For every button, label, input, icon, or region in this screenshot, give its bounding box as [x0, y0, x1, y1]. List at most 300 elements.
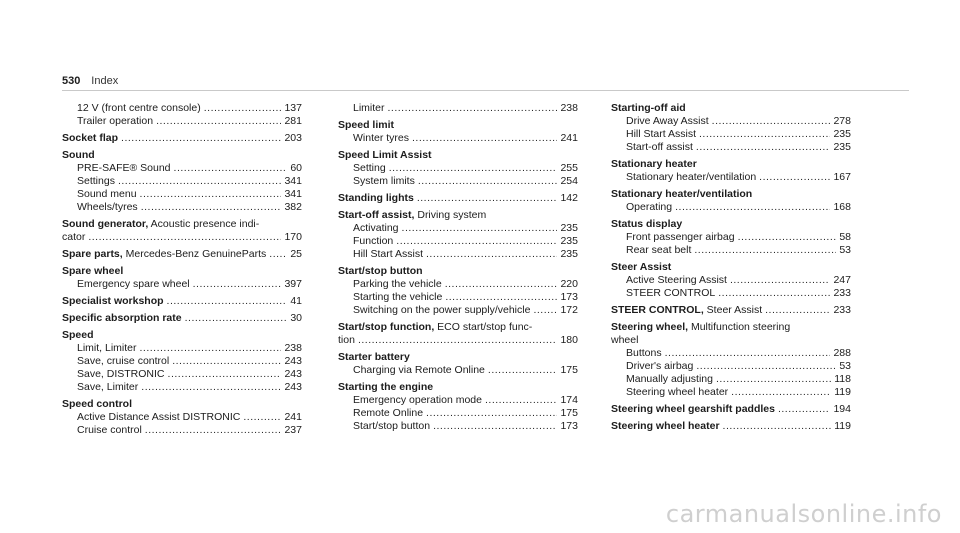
index-line [338, 209, 578, 222]
index-text: System limits [353, 175, 415, 187]
page-reference[interactable]: 173 [560, 291, 578, 303]
index-line [338, 381, 578, 394]
entry-text [611, 321, 790, 333]
index-text: cator [62, 231, 86, 243]
index-subentry [62, 162, 302, 175]
page-reference[interactable]: 167 [833, 171, 851, 183]
index-line [611, 321, 851, 334]
page-reference[interactable]: 58 [839, 231, 851, 243]
index-subentry [611, 373, 851, 386]
page-reference[interactable]: 173 [560, 420, 578, 432]
entry-text [611, 158, 697, 170]
index-subentry [611, 128, 851, 141]
index-text: Remote Online [353, 407, 424, 419]
entry-text [353, 132, 409, 145]
index-term: Speed Limit Assist [338, 149, 432, 161]
index-text: Driver's airbag [626, 360, 694, 372]
index-text: Setting [353, 162, 386, 174]
index-subentry [611, 244, 851, 257]
index-text: Emergency operation mode [353, 394, 482, 406]
dot-leader [426, 248, 557, 261]
page-reference[interactable]: 238 [284, 342, 302, 354]
index-term: Steering wheel heater [611, 420, 720, 432]
dot-leader [412, 132, 557, 145]
entry-text [611, 304, 762, 317]
dot-leader [140, 342, 282, 355]
dot-leader [445, 278, 558, 291]
index-subentry [62, 188, 302, 201]
index-subentry [338, 222, 578, 235]
index-entry [62, 398, 302, 437]
index-entry [611, 218, 851, 257]
entry-text [62, 231, 85, 244]
index-subentry [338, 291, 578, 304]
index-entry [611, 403, 851, 416]
section-title: Index [91, 75, 119, 87]
index-text: Hill Start Assist [353, 248, 424, 260]
index-text: Drive Away Assist [626, 115, 709, 127]
entry-text [611, 218, 682, 230]
index-subentry [62, 381, 302, 394]
dot-leader [185, 312, 288, 325]
index-entry [611, 261, 851, 300]
index-subentry [338, 407, 578, 420]
index-line [611, 420, 851, 433]
entry-text [626, 347, 662, 360]
dot-leader [765, 304, 830, 317]
dot-leader [402, 222, 558, 235]
index-line [611, 334, 851, 347]
entry-text [62, 312, 182, 325]
index-text: Rear seat belt [626, 244, 692, 256]
index-text: Winter tyres [353, 132, 410, 144]
index-text: Wheels/tyres [77, 201, 138, 213]
index-subentry [611, 360, 851, 373]
page-reference[interactable]: 243 [284, 381, 302, 393]
index-text: PRE-SAFE® Sound [77, 162, 171, 174]
index-subentry [338, 248, 578, 261]
index-line [611, 158, 851, 171]
index-subentry [611, 141, 851, 154]
dot-leader [204, 102, 282, 115]
index-line [611, 304, 851, 317]
entry-text [338, 265, 423, 277]
entry-text [338, 321, 532, 333]
index-term: Standing lights [338, 192, 414, 204]
index-line [338, 192, 578, 205]
entry-text [62, 248, 266, 261]
entry-text [626, 274, 727, 287]
entry-text [626, 231, 735, 244]
entry-text [353, 248, 423, 261]
index-text: Steering wheel heater [626, 386, 729, 398]
page-reference[interactable]: 241 [284, 411, 302, 423]
page-header [62, 75, 118, 89]
index-entry [611, 321, 851, 399]
index-term: Specialist workshop [62, 295, 164, 307]
index-line [62, 329, 302, 342]
index-text: Buttons [626, 347, 662, 359]
page-reference[interactable]: 25 [290, 248, 302, 260]
page-reference[interactable]: 243 [284, 368, 302, 380]
entry-text [626, 373, 713, 386]
page-reference[interactable]: 174 [560, 394, 578, 406]
index-term: Starting-off aid [611, 102, 686, 114]
dot-leader [718, 287, 830, 300]
index-text: 12 V (front centre console) [77, 102, 201, 114]
page-reference[interactable]: 41 [290, 295, 302, 307]
index-line [611, 403, 851, 416]
page-reference[interactable]: 281 [284, 115, 302, 127]
index-entry [338, 102, 578, 115]
dot-leader [358, 334, 558, 347]
index-line [62, 132, 302, 145]
entry-text [77, 368, 165, 381]
page-reference[interactable]: 288 [833, 347, 851, 359]
entry-text [353, 420, 430, 433]
entry-text [353, 407, 423, 420]
index-text: Starting the vehicle [353, 291, 443, 303]
entry-text [62, 265, 123, 277]
index-subentry [611, 347, 851, 360]
index-line [611, 188, 851, 201]
entry-text [626, 201, 672, 214]
dot-leader [396, 235, 557, 248]
entry-text [62, 132, 118, 145]
dot-leader [696, 360, 836, 373]
dot-leader [418, 175, 558, 188]
index-text: Acoustic presence indi- [148, 218, 260, 230]
entry-text [77, 381, 138, 394]
index-term: Specific absorption rate [62, 312, 182, 324]
page-reference[interactable]: 235 [560, 222, 578, 234]
dot-leader [388, 102, 558, 115]
dot-leader [141, 381, 281, 394]
page-reference[interactable]: 168 [833, 201, 851, 213]
index-term: Sound generator, [62, 218, 149, 230]
entry-text [353, 278, 442, 291]
index-term: Steer Assist [611, 261, 672, 273]
entry-text [353, 235, 393, 248]
index-entry [62, 248, 302, 261]
entry-text [353, 175, 415, 188]
index-text: Switching on the power supply/vehicle [353, 304, 531, 316]
index-text: Active Steering Assist [626, 274, 727, 286]
index-text: Mercedes-Benz GenuineParts [122, 248, 267, 260]
page-reference[interactable]: 238 [560, 102, 578, 114]
dot-leader [665, 347, 831, 360]
page-reference[interactable]: 247 [833, 274, 851, 286]
index-text: tion [338, 334, 355, 346]
index-text: Parking the vehicle [353, 278, 442, 290]
index-text: Steer Assist [703, 304, 763, 316]
index-entry [62, 132, 302, 145]
page-reference[interactable]: 255 [560, 162, 578, 174]
index-entry [611, 158, 851, 184]
entry-text [353, 364, 485, 377]
entry-text [611, 403, 775, 416]
index-entry [338, 192, 578, 205]
entry-text [338, 119, 394, 131]
index-subentry [611, 171, 851, 184]
dot-leader [118, 175, 282, 188]
dot-leader [730, 274, 831, 287]
entry-text [611, 102, 686, 114]
dot-leader [485, 394, 557, 407]
entry-text [626, 141, 693, 154]
index-term: Speed limit [338, 119, 395, 131]
index-subentry [611, 274, 851, 287]
entry-text [62, 218, 259, 230]
page-reference[interactable]: 142 [560, 192, 578, 204]
index-subentry [611, 115, 851, 128]
dot-leader [696, 141, 831, 154]
page-reference[interactable]: 172 [560, 304, 578, 316]
entry-text [77, 175, 115, 188]
dot-leader [269, 248, 287, 261]
page-reference[interactable]: 233 [833, 304, 851, 316]
index-subentry [611, 287, 851, 300]
entry-text [353, 162, 386, 175]
index-text: Settings [77, 175, 115, 187]
index-text: Multifunction steering [688, 321, 791, 333]
index-line [338, 351, 578, 364]
index-line [62, 312, 302, 325]
dot-leader [759, 171, 830, 184]
entry-text [77, 188, 137, 201]
index-line [611, 261, 851, 274]
dot-leader [426, 407, 557, 420]
index-entry [62, 265, 302, 291]
index-subentry [62, 102, 302, 115]
dot-leader [699, 128, 830, 141]
page-reference[interactable]: 243 [284, 355, 302, 367]
header-rule [62, 90, 909, 91]
page-reference[interactable]: 341 [284, 175, 302, 187]
page-reference[interactable]: 53 [839, 360, 851, 372]
dot-leader [172, 355, 281, 368]
index-entry [338, 149, 578, 188]
index-line [62, 265, 302, 278]
entry-text [338, 334, 355, 347]
index-text: Trailer operation [77, 115, 154, 127]
index-term: Status display [611, 218, 683, 230]
dot-leader [156, 115, 281, 128]
entry-text [626, 171, 756, 184]
page-reference[interactable]: 203 [284, 132, 302, 144]
dot-leader [694, 244, 836, 257]
index-entry [338, 119, 578, 145]
page-reference[interactable]: 119 [834, 420, 851, 432]
dot-leader [193, 278, 282, 291]
index-entry [338, 381, 578, 433]
dot-leader [778, 403, 831, 416]
index-subentry [338, 278, 578, 291]
entry-text [353, 102, 385, 115]
entry-text [338, 149, 432, 161]
dot-leader [433, 420, 557, 433]
index-subentry [338, 364, 578, 377]
index-subentry [62, 368, 302, 381]
index-entry [338, 351, 578, 377]
entry-text [626, 115, 709, 128]
index-term: Stationary heater [611, 158, 697, 170]
index-subentry [62, 424, 302, 437]
index-text: Hill Start Assist [626, 128, 697, 140]
index-column-2 [338, 102, 578, 437]
index-text: Function [353, 235, 394, 247]
entry-text [77, 342, 137, 355]
dot-leader [533, 304, 557, 317]
entry-text [77, 201, 138, 214]
index-line [62, 218, 302, 231]
entry-text [338, 351, 410, 363]
index-term: Sound [62, 149, 95, 161]
entry-text [353, 291, 442, 304]
page-reference[interactable]: 235 [560, 235, 578, 247]
index-line [62, 295, 302, 308]
entry-text [611, 420, 720, 433]
dot-leader [675, 201, 830, 214]
index-entry [338, 209, 578, 261]
dot-leader [716, 373, 831, 386]
dot-leader [738, 231, 837, 244]
index-column-3 [611, 102, 851, 437]
index-term: Spare wheel [62, 265, 124, 277]
index-subentry [338, 394, 578, 407]
index-subentry [338, 235, 578, 248]
page-reference[interactable]: 233 [833, 287, 851, 299]
index-text: Start/stop button [353, 420, 431, 432]
index-text: Front passenger airbag [626, 231, 735, 243]
entry-text [77, 115, 153, 128]
index-line [62, 398, 302, 411]
index-text: Stationary heater/ventilation [626, 171, 757, 183]
dot-leader [723, 420, 832, 433]
index-entry [611, 304, 851, 317]
entry-text [338, 192, 414, 205]
dot-leader [712, 115, 831, 128]
dot-leader [121, 132, 281, 145]
index-subentry [62, 175, 302, 188]
dot-leader [141, 201, 282, 214]
index-subentry [62, 342, 302, 355]
dot-leader [389, 162, 558, 175]
index-term: Steering wheel gearshift paddles [611, 403, 775, 415]
index-text: wheel [611, 334, 639, 346]
index-line [338, 149, 578, 162]
dot-leader [488, 364, 558, 377]
watermark: carmanualsonline.info [665, 500, 942, 528]
page-reference[interactable]: 237 [284, 424, 302, 436]
entry-text [626, 128, 696, 141]
index-line [338, 321, 578, 334]
entry-text [62, 149, 95, 161]
index-line [62, 149, 302, 162]
index-text: Save, DISTRONIC [77, 368, 165, 380]
page-reference[interactable]: 278 [833, 115, 851, 127]
page-reference[interactable]: 30 [290, 312, 302, 324]
entry-text [338, 209, 486, 221]
index-text: Sound menu [77, 188, 137, 200]
index-term: Socket flap [62, 132, 119, 144]
index-text: Cruise control [77, 424, 142, 436]
entry-text [611, 334, 638, 346]
index-entry [62, 295, 302, 308]
index-subentry [338, 132, 578, 145]
entry-text [626, 386, 728, 399]
page-reference[interactable]: 397 [284, 278, 302, 290]
index-subentry [62, 355, 302, 368]
index-subentry [611, 201, 851, 214]
entry-text [77, 355, 169, 368]
page-reference[interactable]: 175 [560, 364, 578, 376]
index-text: STEER CONTROL [626, 287, 716, 299]
page-reference[interactable]: 241 [560, 132, 578, 144]
page-reference[interactable]: 382 [284, 201, 302, 213]
index-entry [62, 102, 302, 128]
index-text: Save, cruise control [77, 355, 170, 367]
page-reference[interactable]: 119 [834, 386, 851, 398]
index-term: Spare parts, [62, 248, 123, 260]
index-term: Stationary heater/ventilation [611, 188, 753, 200]
index-line [338, 265, 578, 278]
page-reference[interactable]: 254 [560, 175, 578, 187]
entry-text [626, 244, 691, 257]
dot-leader [145, 424, 282, 437]
index-subentry [338, 102, 578, 115]
page-reference[interactable]: 137 [284, 102, 302, 114]
page-reference[interactable]: 118 [834, 373, 851, 385]
page-reference[interactable]: 220 [560, 278, 578, 290]
entry-text [611, 188, 752, 200]
page-reference[interactable]: 235 [560, 248, 578, 260]
page-reference[interactable]: 235 [833, 141, 851, 153]
page-reference[interactable]: 170 [284, 231, 302, 243]
index-text: Manually adjusting [626, 373, 713, 385]
index-text: Limiter [353, 102, 385, 114]
page-reference[interactable]: 341 [284, 188, 302, 200]
index-text: Start-off assist [626, 141, 693, 153]
dot-leader [417, 192, 558, 205]
index-term: Start/stop button [338, 265, 423, 277]
index-text: Activating [353, 222, 399, 234]
dot-leader [168, 368, 282, 381]
entry-text [626, 360, 693, 373]
index-line [62, 248, 302, 261]
index-line [611, 102, 851, 115]
page-reference[interactable]: 180 [560, 334, 578, 346]
index-term: Start/stop function, [338, 321, 435, 333]
page-reference[interactable]: 194 [833, 403, 851, 415]
index-text: Driving system [414, 209, 487, 221]
page-reference[interactable]: 60 [290, 162, 302, 174]
index-line [62, 231, 302, 244]
entry-text [62, 329, 94, 341]
entry-text [77, 102, 201, 115]
index-term: Starter battery [338, 351, 410, 363]
page-reference[interactable]: 175 [560, 407, 578, 419]
index-text: Operating [626, 201, 673, 213]
index-subentry [611, 386, 851, 399]
index-term: Speed [62, 329, 94, 341]
index-subentry [611, 231, 851, 244]
page-reference[interactable]: 235 [833, 128, 851, 140]
index-text: Active Distance Assist DISTRONIC [77, 411, 241, 423]
page-reference[interactable]: 53 [839, 244, 851, 256]
index-entry [62, 149, 302, 214]
entry-text [62, 398, 132, 410]
